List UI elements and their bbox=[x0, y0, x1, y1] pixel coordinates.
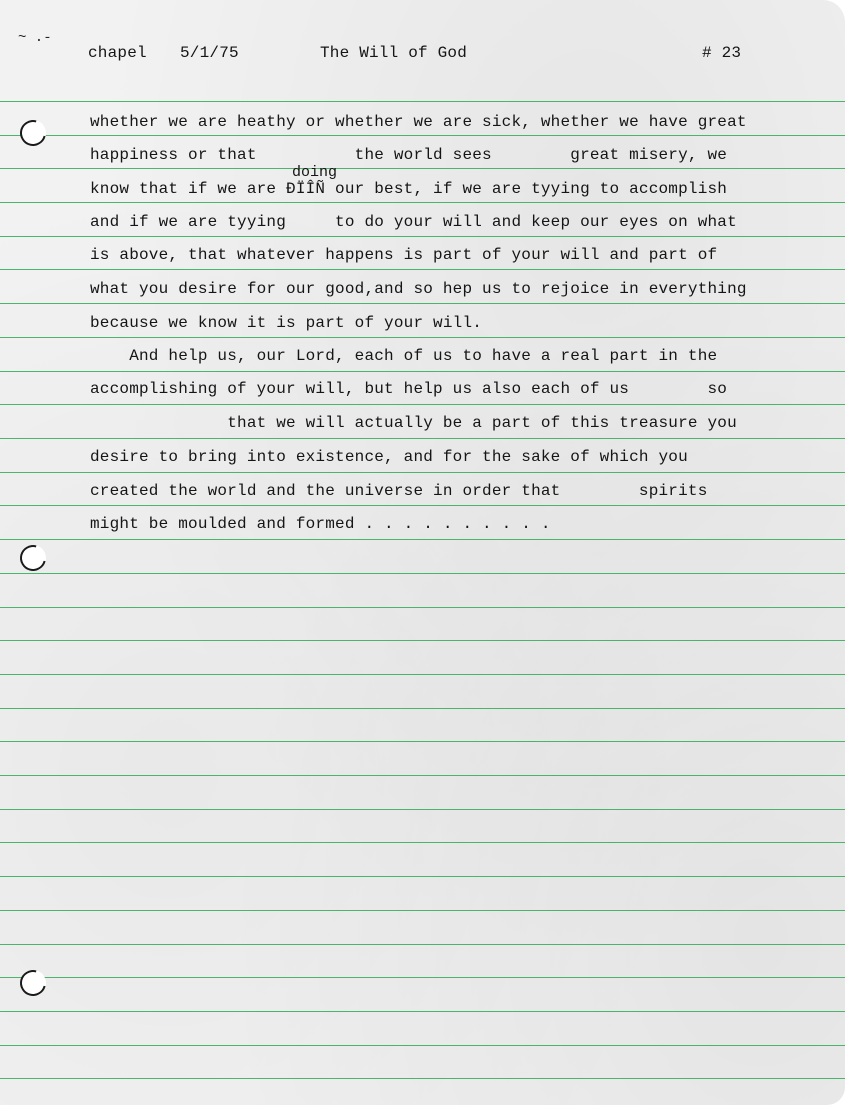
header-label: chapel bbox=[88, 44, 147, 62]
body-line: that we will actually be a part of this treasure you bbox=[90, 414, 737, 432]
body-line: And help us, our Lord, each of us to have a real part in the bbox=[90, 347, 718, 365]
ruled-line bbox=[0, 168, 845, 169]
ruled-line bbox=[0, 809, 845, 810]
ruled-line bbox=[0, 775, 845, 776]
header-date: 5/1/75 bbox=[180, 44, 239, 62]
body-line: because we know it is part of your will. bbox=[90, 314, 483, 332]
body-line: know that if we are ÐÏÎÑ our best, if we are tyying to accomplish bbox=[90, 180, 728, 198]
page-title: The Will of God bbox=[320, 44, 468, 62]
page-number: # 23 bbox=[702, 44, 742, 62]
ruled-line bbox=[0, 1045, 845, 1046]
body-line: and if we are tyying to do your will and keep our eyes on what bbox=[90, 213, 737, 231]
binder-hole-icon bbox=[15, 965, 51, 1001]
ruled-line bbox=[0, 539, 845, 540]
ruled-line bbox=[0, 708, 845, 709]
binder-hole-icon bbox=[15, 115, 51, 151]
body-line: might be moulded and formed . . . . . . . . . . bbox=[90, 515, 551, 533]
ruled-line bbox=[0, 505, 845, 506]
binder-hole-icon bbox=[15, 540, 51, 576]
ruled-line bbox=[0, 236, 845, 237]
body-line: desire to bring into existence, and for the sake of which you bbox=[90, 448, 688, 466]
ruled-line bbox=[0, 135, 845, 136]
inserted-word: doing bbox=[292, 164, 338, 181]
ruled-line bbox=[0, 202, 845, 203]
ruled-line bbox=[0, 438, 845, 439]
body-line: created the world and the universe in order that spirits bbox=[90, 482, 708, 500]
ruled-line bbox=[0, 1078, 845, 1079]
ruled-line bbox=[0, 472, 845, 473]
body-line: whether we are heathy or whether we are sick, whether we have great bbox=[90, 113, 747, 131]
ruled-line bbox=[0, 842, 845, 843]
ruled-line bbox=[0, 607, 845, 608]
ruled-line bbox=[0, 876, 845, 877]
ruled-line bbox=[0, 977, 845, 978]
body-line: accomplishing of your will, but help us also each of us so bbox=[90, 380, 728, 398]
ruled-line bbox=[0, 640, 845, 641]
ruled-line bbox=[0, 101, 845, 102]
body-line: happiness or that the world sees great misery, we bbox=[90, 146, 728, 164]
ruled-line bbox=[0, 573, 845, 574]
body-line: what you desire for our good,and so hep us to rejoice in everything bbox=[90, 280, 747, 298]
ruled-line bbox=[0, 944, 845, 945]
ruled-line bbox=[0, 337, 845, 338]
body-line: is above, that whatever happens is part of your will and part of bbox=[90, 246, 718, 264]
ruled-line bbox=[0, 674, 845, 675]
ruled-line bbox=[0, 303, 845, 304]
ruled-line bbox=[0, 1011, 845, 1012]
ruled-line bbox=[0, 269, 845, 270]
handwritten-mark: ~ .- bbox=[18, 30, 52, 46]
ruled-line bbox=[0, 910, 845, 911]
ruled-line bbox=[0, 371, 845, 372]
ruled-line bbox=[0, 404, 845, 405]
ruled-line bbox=[0, 741, 845, 742]
